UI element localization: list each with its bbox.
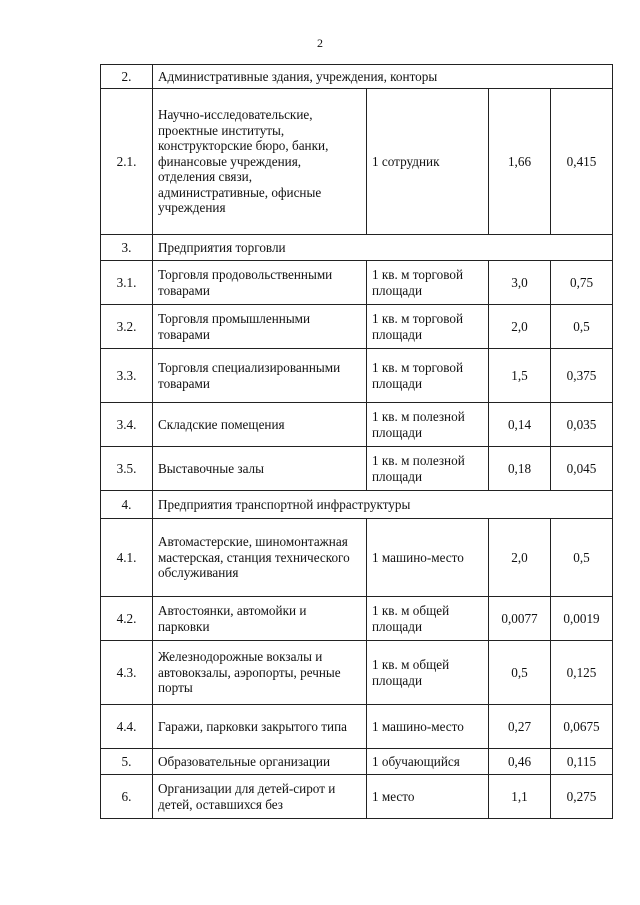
value-1: 0,14	[489, 403, 551, 447]
value-1: 3,0	[489, 261, 551, 305]
value-2: 0,115	[551, 749, 613, 775]
row-number: 4.2.	[101, 597, 153, 641]
value-2: 0,5	[551, 519, 613, 597]
unit-of-measure: 1 место	[367, 775, 489, 819]
value-1: 1,66	[489, 89, 551, 235]
value-2: 0,045	[551, 447, 613, 491]
value-2: 0,75	[551, 261, 613, 305]
facility-type: Автомастерские, шиномонтажная мастерская, станция технического обслуживания	[153, 519, 367, 597]
row-number: 3.3.	[101, 349, 153, 403]
unit-of-measure: 1 кв. м полезной площади	[367, 447, 489, 491]
table-row	[101, 447, 613, 491]
table-row	[101, 641, 613, 705]
value-2: 0,415	[551, 89, 613, 235]
facility-type: Складские помещения	[153, 403, 367, 447]
table-row	[101, 705, 613, 749]
value-1: 0,46	[489, 749, 551, 775]
section-title: Административные здания, учреждения, конторы	[153, 65, 613, 89]
row-number: 3.1.	[101, 261, 153, 305]
section-title: Предприятия транспортной инфраструктуры	[153, 491, 613, 519]
value-2: 0,5	[551, 305, 613, 349]
table-row	[101, 775, 613, 819]
value-1: 0,0077	[489, 597, 551, 641]
row-number: 4.1.	[101, 519, 153, 597]
table-row	[101, 305, 613, 349]
facility-type: Организации для детей-сирот и детей, оставшихся без	[153, 775, 367, 819]
unit-of-measure: 1 кв. м общей площади	[367, 641, 489, 705]
row-number: 3.4.	[101, 403, 153, 447]
row-number: 5.	[101, 749, 153, 775]
row-number: 3.5.	[101, 447, 153, 491]
row-number: 4.4.	[101, 705, 153, 749]
unit-of-measure: 1 кв. м торговой площади	[367, 261, 489, 305]
unit-of-measure: 1 машино-место	[367, 705, 489, 749]
table-row	[101, 261, 613, 305]
row-number: 2.1.	[101, 89, 153, 235]
value-1: 1,5	[489, 349, 551, 403]
row-number: 6.	[101, 775, 153, 819]
value-2: 0,0019	[551, 597, 613, 641]
page-number: 2	[317, 36, 323, 50]
facility-type: Торговля продовольственными товарами	[153, 261, 367, 305]
table-row	[101, 749, 613, 775]
unit-of-measure: 1 кв. м торговой площади	[367, 349, 489, 403]
value-1: 1,1	[489, 775, 551, 819]
facility-type: Торговля промышленными товарами	[153, 305, 367, 349]
value-2: 0,375	[551, 349, 613, 403]
unit-of-measure: 1 кв. м общей площади	[367, 597, 489, 641]
table-body	[101, 65, 613, 819]
value-2: 0,035	[551, 403, 613, 447]
value-1: 2,0	[489, 519, 551, 597]
value-2: 0,0675	[551, 705, 613, 749]
value-1: 2,0	[489, 305, 551, 349]
unit-of-measure: 1 машино-место	[367, 519, 489, 597]
section-title: Предприятия торговли	[153, 235, 613, 261]
row-number: 3.2.	[101, 305, 153, 349]
row-number: 4.	[101, 491, 153, 519]
facility-type: Автостоянки, автомойки и парковки	[153, 597, 367, 641]
unit-of-measure: 1 кв. м полезной площади	[367, 403, 489, 447]
unit-of-measure: 1 обучающийся	[367, 749, 489, 775]
section-row	[101, 235, 613, 261]
norms-table	[100, 64, 613, 819]
facility-type: Научно-исследовательские, проектные институты, конструкторские бюро, банки, финансовые учреждения, отделения связи, административные, офисные учреждения	[153, 89, 367, 235]
row-number: 4.3.	[101, 641, 153, 705]
table-row	[101, 403, 613, 447]
value-1: 0,18	[489, 447, 551, 491]
value-1: 0,27	[489, 705, 551, 749]
facility-type: Выставочные залы	[153, 447, 367, 491]
table-row	[101, 89, 613, 235]
row-number: 3.	[101, 235, 153, 261]
unit-of-measure: 1 кв. м торговой площади	[367, 305, 489, 349]
facility-type: Гаражи, парковки закрытого типа	[153, 705, 367, 749]
table-row	[101, 597, 613, 641]
value-1: 0,5	[489, 641, 551, 705]
section-row	[101, 65, 613, 89]
row-number: 2.	[101, 65, 153, 89]
table-row	[101, 519, 613, 597]
section-row	[101, 491, 613, 519]
facility-type: Образовательные организации	[153, 749, 367, 775]
value-2: 0,125	[551, 641, 613, 705]
table-row	[101, 349, 613, 403]
facility-type: Торговля специализированными товарами	[153, 349, 367, 403]
value-2: 0,275	[551, 775, 613, 819]
unit-of-measure: 1 сотрудник	[367, 89, 489, 235]
facility-type: Железнодорожные вокзалы и автовокзалы, аэропорты, речные порты	[153, 641, 367, 705]
